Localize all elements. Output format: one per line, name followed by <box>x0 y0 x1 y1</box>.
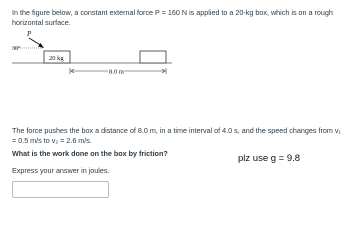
problem-intro: In the figure below, a constant external force P = 160 N is applied to a 20-kg box, which is on a rough horizontal surface. <box>12 8 333 27</box>
problem-description: The force pushes the box a distance of 8.0 m, in a time interval of 4.0 s, and the speed changes from v₁ = 0.5 m/s to v₂ = 2.6 m/s. <box>12 126 341 145</box>
force-label: P <box>27 30 32 38</box>
distance-label: 8.0 m <box>109 68 124 76</box>
box-final <box>140 51 166 63</box>
problem-question: What is the work done on the box by friction? <box>12 149 168 158</box>
answer-instruction: Express your answer in joules. <box>12 166 110 175</box>
angle-label: 30° <box>12 46 21 52</box>
gravity-note: plz use g = 9.8 <box>238 153 301 164</box>
answer-input[interactable] <box>12 181 109 198</box>
mass-label: 20 kg <box>49 55 64 62</box>
